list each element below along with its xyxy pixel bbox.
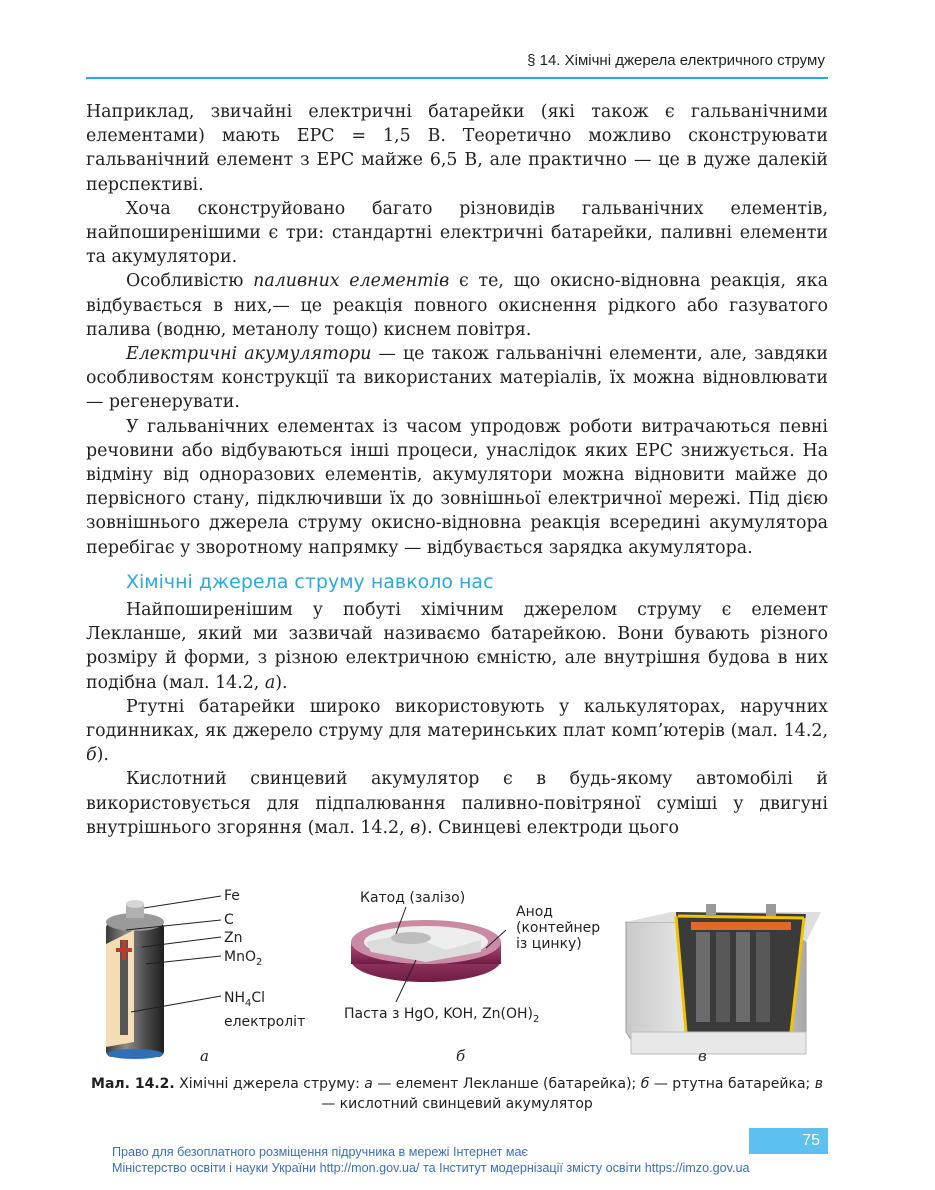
footer-notice xyxy=(112,1144,749,1176)
paragraph-3: Особливістю паливних елементів є те, що окисно-відновна реакція, яка відбувається в них,— це реакція повного окиснення рідкого або газуватого палива (водню, метанолу тощо) киснем повітря. xyxy=(86,271,828,340)
page-number: 75 xyxy=(749,1128,828,1154)
lead-acid-battery-drawing xyxy=(626,904,821,1054)
label-anode-line-2: (контейнер xyxy=(516,920,601,936)
paragraph-8: Кислотний свинцевий акумулятор є в будь-якому автомобілі й використовується для підпалювання паливно-повітряної суміші у двигуні внутрішнього згоряння (мал. 14.2, в). Свинцеві електроди цього xyxy=(86,769,828,838)
label-fe: Fe xyxy=(224,888,240,904)
main-text xyxy=(86,100,828,840)
leclanche-cell-drawing xyxy=(106,900,164,1059)
term-fuel-cells: паливних елементів xyxy=(253,271,450,292)
section-heading: Хімічні джерела струму навколо нас xyxy=(126,570,494,593)
paragraph-4: Електричні акумулятори — це також гальванічні елементи, але, завдяки особливостям конструкції та використаних матеріалів, їх можна відновлювати — регенерувати. xyxy=(86,344,828,413)
term-accumulators: Електричні акумулятори xyxy=(126,344,372,365)
label-electrolyte: електроліт xyxy=(224,1014,306,1030)
footer-line-1: Право для безоплатного розміщення підручника в мережі Інтернет має xyxy=(112,1145,528,1159)
paragraph-5: У гальванічних елементах із часом упродовж роботи витрачаються певні речовини або відбуваються інші процеси, унаслідок яких ЕРС знижується. На відміну від одноразових елементів, акумулятори можна відновити майже до первісного стану, підключивши їх до зовнішньої електричної мережі. Під дією зовнішнього джерела струму окисно-відновна реакція всередині акумулятора перебігає у зворотному напрямку — відбувається зарядка акумулятора. xyxy=(86,416,828,558)
footer-line-2: Міністерство освіти і науки України http://mon.gov.ua/ та Інститут модернізації змісту освіти https://imzo.gov.ua xyxy=(112,1161,750,1175)
label-paste: Паста з HgO, KOH, $Zn(OH)_2$ xyxy=(344,1006,540,1025)
paragraph-6: Найпоширенішим у побуті хімічним джерелом струму є елемент Лекланше, який ми зазвичай називаємо батарейкою. Вони бувають різного розміру й форми, з різною електричною ємністю, але внутрішня будова в них подібна (мал. 14.2, а). xyxy=(86,600,828,693)
label-anode-line-3: із цинку) xyxy=(516,936,582,952)
paragraph-7: Ртутні батарейки широко використовують у калькуляторах, наручних годинниках, як джерело струму для материнських плат комп’ютерів (мал. 14.2, б). xyxy=(86,696,828,766)
figure-caption: Мал. 14.2. Хімічні джерела струму: а — елемент Лекланше (батарейка); б — ртутна батарейка; в — кислотний свинцевий акумулятор xyxy=(91,1076,823,1112)
label-cathode: Катод (залізо) xyxy=(360,890,466,906)
figure-illustrations xyxy=(86,882,828,1072)
label-c: C xyxy=(224,912,234,928)
figure-letter-b: б xyxy=(456,1047,466,1065)
label-mno2: MnO$_2$ xyxy=(224,949,263,968)
figure-letter-c: в xyxy=(698,1047,707,1065)
figure-letter-a: а xyxy=(200,1047,209,1065)
label-nh4cl: $NH_4Cl$ xyxy=(224,990,266,1009)
label-anode-line-1: Анод xyxy=(516,904,553,920)
running-header: § 14. Хімічні джерела електричного струму xyxy=(527,52,825,69)
paragraph-1: Наприклад, звичайні електричні батарейки (які також є гальванічними елементами) мають ЕРС = 1,5 В. Теоретично можливо сконструювати гальванічний елемент з ЕРС майже 6,5 В, але практично — це в дуже далекій перспективі. xyxy=(86,102,828,195)
mercury-cell-drawing xyxy=(351,920,501,982)
label-zn: Zn xyxy=(224,930,243,946)
figure-14-2 xyxy=(86,882,828,1072)
paragraph-2: Хоча сконструйовано багато різновидів гальванічних елементів, найпоширенішими є три: стандартні електричні батарейки, паливні елементи та акумулятори. xyxy=(86,198,828,268)
header-divider xyxy=(86,77,828,79)
